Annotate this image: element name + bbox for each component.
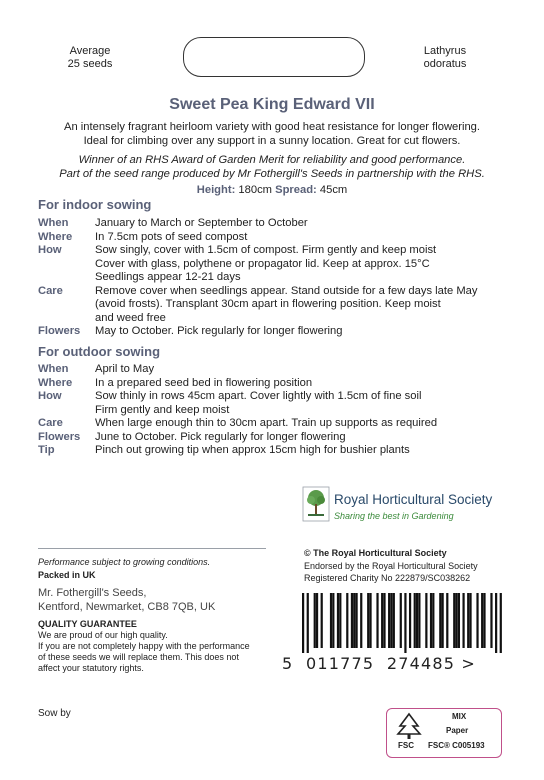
- packed-in: Packed in UK: [38, 570, 96, 580]
- barcode-bar: [321, 593, 323, 648]
- barcode-bar: [369, 593, 371, 648]
- divider: [38, 548, 266, 549]
- performance-note: Performance subject to growing conditions.: [38, 557, 211, 567]
- barcode-bar: [490, 593, 492, 648]
- outdoor-row-label: When: [38, 363, 69, 375]
- spread-value: 45cm: [319, 184, 348, 196]
- fsc-tree-icon: [394, 712, 424, 740]
- latin-name-line2: odoratus: [423, 58, 467, 70]
- outdoor-heading: For outdoor sowing: [38, 344, 161, 359]
- rhs-tree-icon: [302, 486, 330, 522]
- outdoor-row-label: Where: [38, 376, 73, 389]
- barcode-bar: [393, 593, 395, 648]
- barcode-bar: [500, 593, 502, 653]
- indoor-row-value: [95, 244, 515, 285]
- company-line2: Kentford, Newmarket, CB8 7QB, UK: [38, 601, 216, 613]
- barcode-bar: [430, 593, 432, 648]
- barcode-bar: [439, 593, 441, 648]
- height-label: Height:: [196, 184, 236, 196]
- indoor-row-line: Sow singly, cover with 1.5cm of compost. Firm gently and keep moist: [95, 244, 437, 256]
- outdoor-row-value: [95, 417, 515, 431]
- barcode-bar: [346, 593, 348, 648]
- indoor-row-line: Cover with glass, polythene or propagator lid. Keep at approx. 15°C: [95, 257, 430, 270]
- barcode-bar: [316, 593, 318, 648]
- indoor-row-value: [95, 217, 515, 231]
- indoor-row-line: In 7.5cm pots of seed compost: [95, 230, 248, 243]
- barcode-bar: [467, 593, 469, 648]
- barcode-bar: [446, 593, 448, 648]
- indoor-row: [38, 217, 518, 231]
- barcode-group2: 274485: [386, 654, 456, 673]
- outdoor-row-label: Tip: [38, 444, 55, 456]
- hanger-hole: [183, 37, 365, 77]
- barcode-bar: [367, 593, 369, 648]
- outdoor-row: [38, 363, 518, 377]
- indoor-row-line: and weed free: [95, 311, 166, 324]
- outdoor-row-line: Firm gently and keep moist: [95, 403, 230, 416]
- seed-count-line1: Average: [69, 45, 111, 57]
- barcode-bar: [383, 593, 385, 648]
- outdoor-row-line: April to May: [95, 363, 155, 375]
- barcode-bar: [462, 593, 464, 648]
- description-line2: Ideal for climbing over any support in a sunny location. Great for cut flowers.: [83, 135, 461, 147]
- barcode-bar: [432, 593, 434, 648]
- barcode-group1: 011775: [305, 654, 375, 673]
- description-line1: An intensely fragrant heirloom variety with good heat resistance for longer flowering.: [63, 121, 481, 133]
- barcode-bar: [495, 593, 497, 653]
- indoor-row-label: Flowers: [38, 325, 81, 337]
- outdoor-row-value: [95, 363, 515, 377]
- indoor-row: [38, 244, 518, 285]
- barcode-bar: [337, 593, 339, 648]
- barcode-bar: [302, 593, 304, 653]
- barcode-bar: [339, 593, 341, 648]
- outdoor-row-line: Sow thinly in rows 45cm apart. Cover lightly with 1.5cm of fine soil: [95, 390, 422, 402]
- indoor-row: [38, 231, 518, 245]
- fsc-paper: Paper: [446, 726, 469, 735]
- barcode-bar: [307, 593, 309, 653]
- barcode-bar: [416, 593, 418, 648]
- barcode-end-mark: >: [461, 654, 477, 673]
- sow-by-label: Sow by: [38, 708, 71, 719]
- latin-name-line1: Lathyrus: [423, 45, 467, 57]
- outdoor-row-line: June to October. Pick regularly for longer flowering: [95, 430, 346, 443]
- indoor-row-line: Seedlings appear 12-21 days: [95, 271, 241, 283]
- barcode-bar: [388, 593, 390, 648]
- barcode-bar: [355, 593, 357, 648]
- barcode-bar: [469, 593, 471, 648]
- rhs-name: Royal Horticultural Society: [334, 492, 493, 507]
- barcode-bar: [453, 593, 455, 648]
- indoor-row-label: How: [38, 244, 62, 256]
- barcode-digits: [282, 654, 476, 673]
- barcode-bar: [381, 593, 383, 648]
- fsc-code: FSC® C005193: [428, 741, 485, 750]
- outdoor-row: [38, 431, 518, 445]
- barcode-bar: [481, 593, 483, 648]
- indoor-row-label: Where: [38, 230, 73, 243]
- indoor-row-line: Remove cover when seedlings appear. Stand outside for a few days late May: [95, 284, 478, 297]
- barcode-bar: [418, 593, 420, 648]
- outdoor-row: [38, 417, 518, 431]
- guarantee-line3: of these seeds we will replace them. This does not: [38, 652, 239, 662]
- barcode-bar: [442, 593, 444, 648]
- barcode-bar: [360, 593, 362, 648]
- rhs-charity: Registered Charity No 222879/SC038262: [304, 573, 471, 583]
- indoor-row-line: (avoid frosts). Transplant 30cm apart in flowering position. Keep moist: [95, 298, 441, 310]
- guarantee-line1: We are proud of our high quality.: [38, 630, 168, 640]
- indoor-row-label: When: [38, 217, 69, 229]
- barcode-bar: [400, 593, 402, 648]
- indoor-heading: For indoor sowing: [38, 197, 152, 212]
- barcode-bar: [414, 593, 416, 648]
- outdoor-row: [38, 377, 518, 391]
- outdoor-row-value: [95, 444, 515, 458]
- award-line1: Winner of an RHS Award of Garden Merit for reliability and good performance.: [78, 154, 466, 166]
- outdoor-row: [38, 390, 518, 417]
- indoor-row-label: Care: [38, 284, 63, 297]
- barcode-first-digit: 5: [282, 654, 294, 673]
- fsc-logo-text: FSC: [398, 741, 414, 750]
- indoor-row: [38, 325, 518, 339]
- outdoor-row-value: [95, 377, 515, 391]
- barcode-bar: [458, 593, 460, 648]
- barcode-bar: [376, 593, 378, 648]
- barcode-bar: [330, 593, 332, 648]
- indoor-row: [38, 285, 518, 326]
- outdoor-row: [38, 444, 518, 458]
- barcode-bar: [483, 593, 485, 648]
- rhs-tagline: Sharing the best in Gardening: [334, 511, 454, 521]
- outdoor-row-line: Pinch out growing tip when approx 15cm high for bushier plants: [95, 444, 410, 456]
- barcode-bar: [404, 593, 406, 653]
- award-line2: Part of the seed range produced by Mr Fothergill's Seeds in partnership with the RHS.: [59, 168, 485, 180]
- product-title: Sweet Pea King Edward VII: [169, 96, 375, 113]
- rhs-copyright: © The Royal Horticultural Society: [304, 548, 447, 558]
- outdoor-row-value: [95, 431, 515, 445]
- barcode: [302, 593, 502, 653]
- indoor-row-value: [95, 231, 515, 245]
- barcode-bar: [353, 593, 355, 648]
- barcode-bar: [425, 593, 427, 648]
- outdoor-row-label: Care: [38, 417, 63, 429]
- guarantee-title: QUALITY GUARANTEE: [38, 619, 137, 629]
- indoor-row-line: May to October. Pick regularly for longer flowering: [95, 325, 343, 337]
- height-value: 180cm: [238, 184, 272, 196]
- barcode-bar: [332, 593, 334, 648]
- rhs-endorsed: Endorsed by the Royal Horticultural Society: [304, 561, 478, 571]
- latin-name: [415, 45, 475, 71]
- guarantee-line4: affect your statutory rights.: [38, 663, 144, 673]
- guarantee-line2: If you are not completely happy with the performance: [38, 641, 250, 651]
- seed-count: [60, 45, 120, 71]
- barcode-bar: [390, 593, 392, 648]
- barcode-bar: [409, 593, 411, 648]
- barcode-bar: [314, 593, 316, 648]
- fsc-mix: MIX: [452, 712, 467, 721]
- barcode-bar: [455, 593, 457, 648]
- outdoor-row-line: In a prepared seed bed in flowering position: [95, 376, 313, 389]
- indoor-row-value: [95, 285, 515, 326]
- barcode-bar: [476, 593, 478, 648]
- outdoor-row-label: How: [38, 390, 62, 402]
- height-spread: [20, 183, 524, 197]
- outdoor-row-label: Flowers: [38, 430, 81, 443]
- indoor-row-line: January to March or September to October: [95, 217, 308, 229]
- spread-label: Spread:: [275, 184, 317, 196]
- seed-count-line2: 25 seeds: [67, 58, 113, 70]
- barcode-bar: [351, 593, 353, 648]
- outdoor-row-line: When large enough thin to 30cm apart. Train up supports as required: [95, 417, 438, 429]
- indoor-row-value: [95, 325, 515, 339]
- outdoor-row-value: [95, 390, 515, 417]
- company-line1: Mr. Fothergill's Seeds,: [38, 587, 147, 599]
